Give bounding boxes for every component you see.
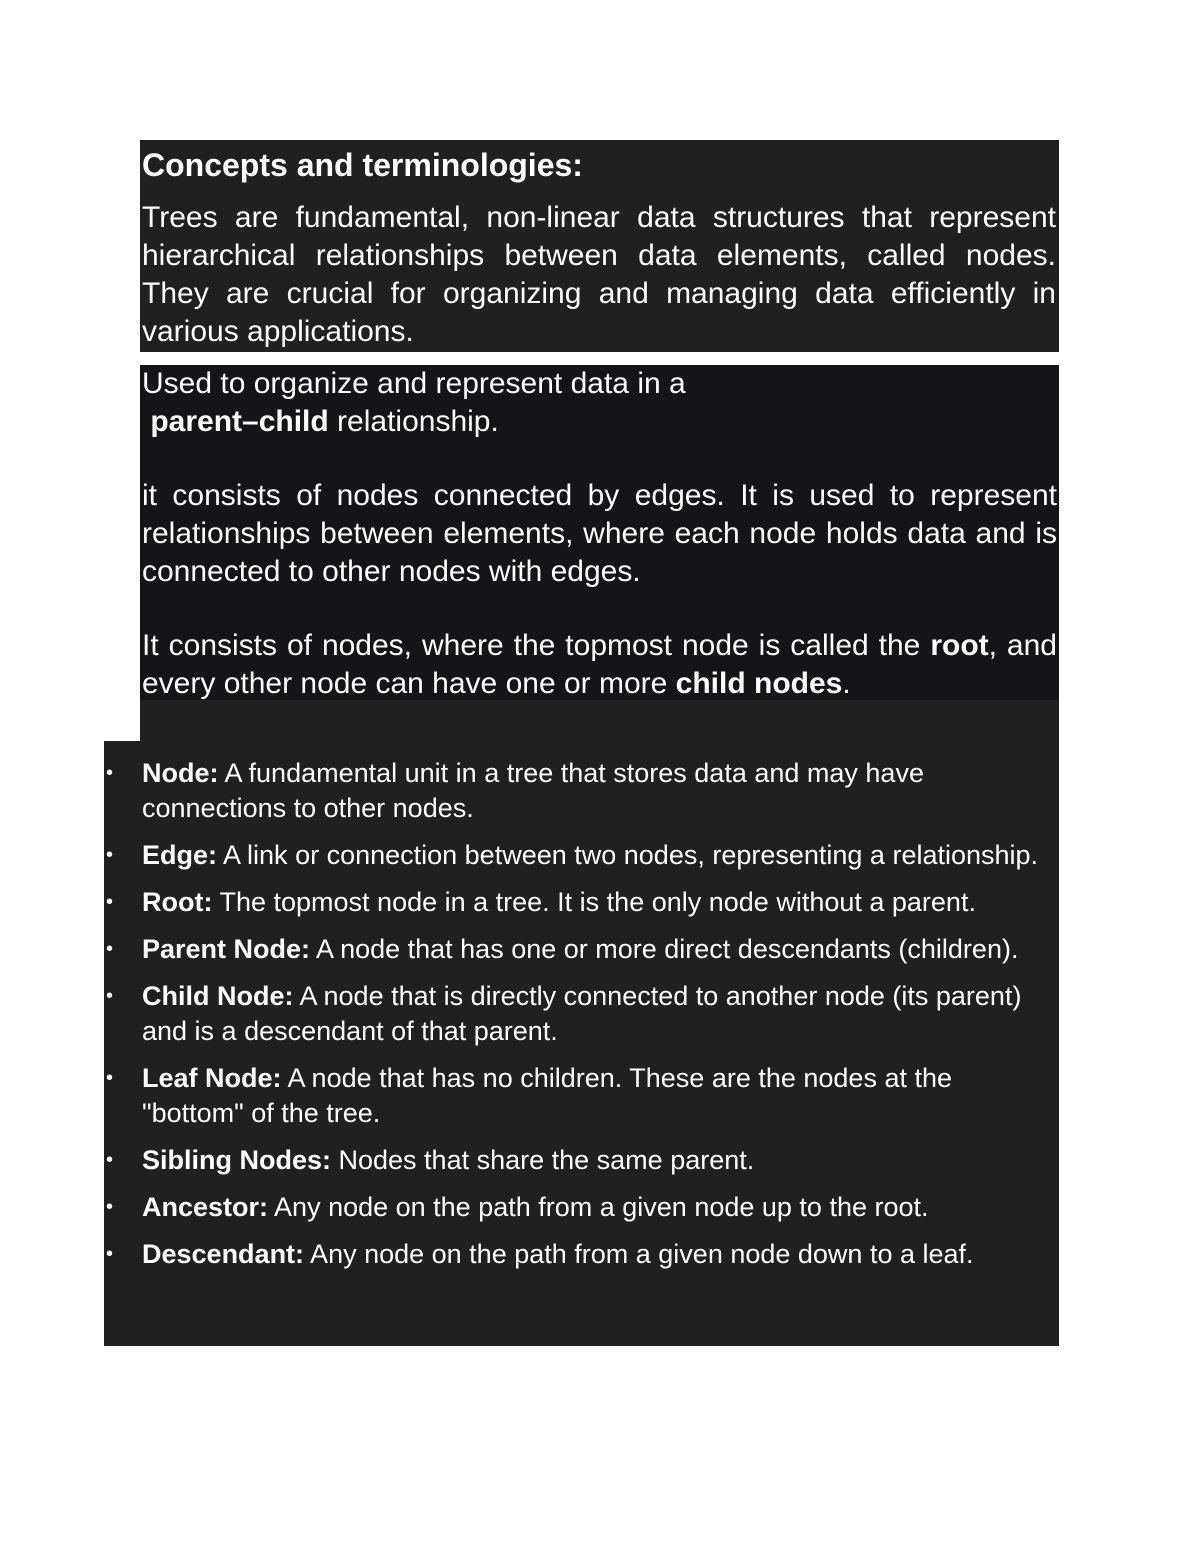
bullet-icon: • (106, 1243, 114, 1265)
term-item-parent-node (104, 932, 1059, 967)
term-name: Leaf Node: (142, 1063, 282, 1093)
parent-child-bold: parent–child (150, 405, 329, 438)
gap-filler (140, 700, 1059, 745)
term-name: Sibling Nodes: (142, 1145, 331, 1175)
term-item-root (104, 885, 1059, 920)
term-definition: A fundamental unit in a tree that stores data and may have connections to other nodes. (142, 758, 924, 823)
term-name: Edge: (142, 840, 218, 870)
term-name: Child Node: (142, 981, 294, 1011)
term-definition: A node that has no children. These are the nodes at the "bottom" of the tree. (142, 1063, 953, 1128)
term-name: Parent Node: (142, 934, 311, 964)
root-paragraph-text-a: It consists of nodes, where the topmost node is called the (142, 629, 931, 662)
bullet-icon: • (106, 891, 114, 913)
term-definition: A link or connection between two nodes, representing a relationship. (217, 840, 1039, 870)
bullet-icon: • (106, 762, 114, 784)
bullet-icon: • (106, 1067, 114, 1089)
term-definition: A node that is directly connected to another node (its parent) and is a descendant of that parent. (142, 981, 1022, 1046)
intro-block (140, 140, 1059, 352)
term-item-child-node (104, 979, 1059, 1049)
root-paragraph (142, 627, 1057, 703)
term-item-ancestor (104, 1190, 1059, 1225)
bullet-icon: • (106, 1149, 114, 1171)
term-item-node (104, 756, 1059, 826)
relationship-text: relationship. (328, 405, 499, 438)
term-name: Ancestor: (142, 1192, 269, 1222)
bullet-icon: • (106, 844, 114, 866)
term-item-edge (104, 838, 1059, 873)
section-heading: Concepts and terminologies: (142, 147, 583, 183)
term-name: Root: (142, 887, 213, 917)
term-definition: A node that has one or more direct descendants (children). (310, 934, 1019, 964)
child-nodes-bold: child nodes (675, 667, 843, 700)
bullet-icon: • (106, 1196, 114, 1218)
term-item-sibling-nodes (104, 1143, 1059, 1178)
term-item-descendant (104, 1237, 1059, 1272)
bullet-icon: • (106, 985, 114, 1007)
bullet-icon: • (106, 938, 114, 960)
terms-list (104, 756, 1059, 1284)
term-name: Descendant: (142, 1239, 305, 1269)
term-definition: Any node on the path from a given node down to a leaf. (304, 1239, 974, 1269)
term-definition: Any node on the path from a given node up to the root. (268, 1192, 929, 1222)
term-name: Node: (142, 758, 219, 788)
edges-paragraph: it consists of nodes connected by edges. It is used to represent relationships between elements, where each node holds data and is connected to other nodes with edges. (142, 479, 1057, 588)
term-definition: The topmost node in a tree. It is the only node without a parent. (212, 887, 976, 917)
terms-block (104, 741, 1059, 1346)
term-definition: Nodes that share the same parent. (331, 1145, 755, 1175)
root-paragraph-text-c: . (842, 667, 851, 700)
description-block (140, 365, 1059, 701)
root-paragraph-text-b: , and every other node can have one or more (142, 629, 1057, 700)
intro-paragraph: Trees are fundamental, non-linear data structures that represent hierarchical relationships between data elements, called nodes. They are crucial for organizing and managing data efficiently in various applications. (142, 201, 1056, 348)
root-bold: root (930, 629, 989, 662)
description-line-1: Used to organize and represent data in a (142, 367, 686, 400)
description-line-2 (142, 403, 1057, 441)
term-item-leaf-node (104, 1061, 1059, 1131)
